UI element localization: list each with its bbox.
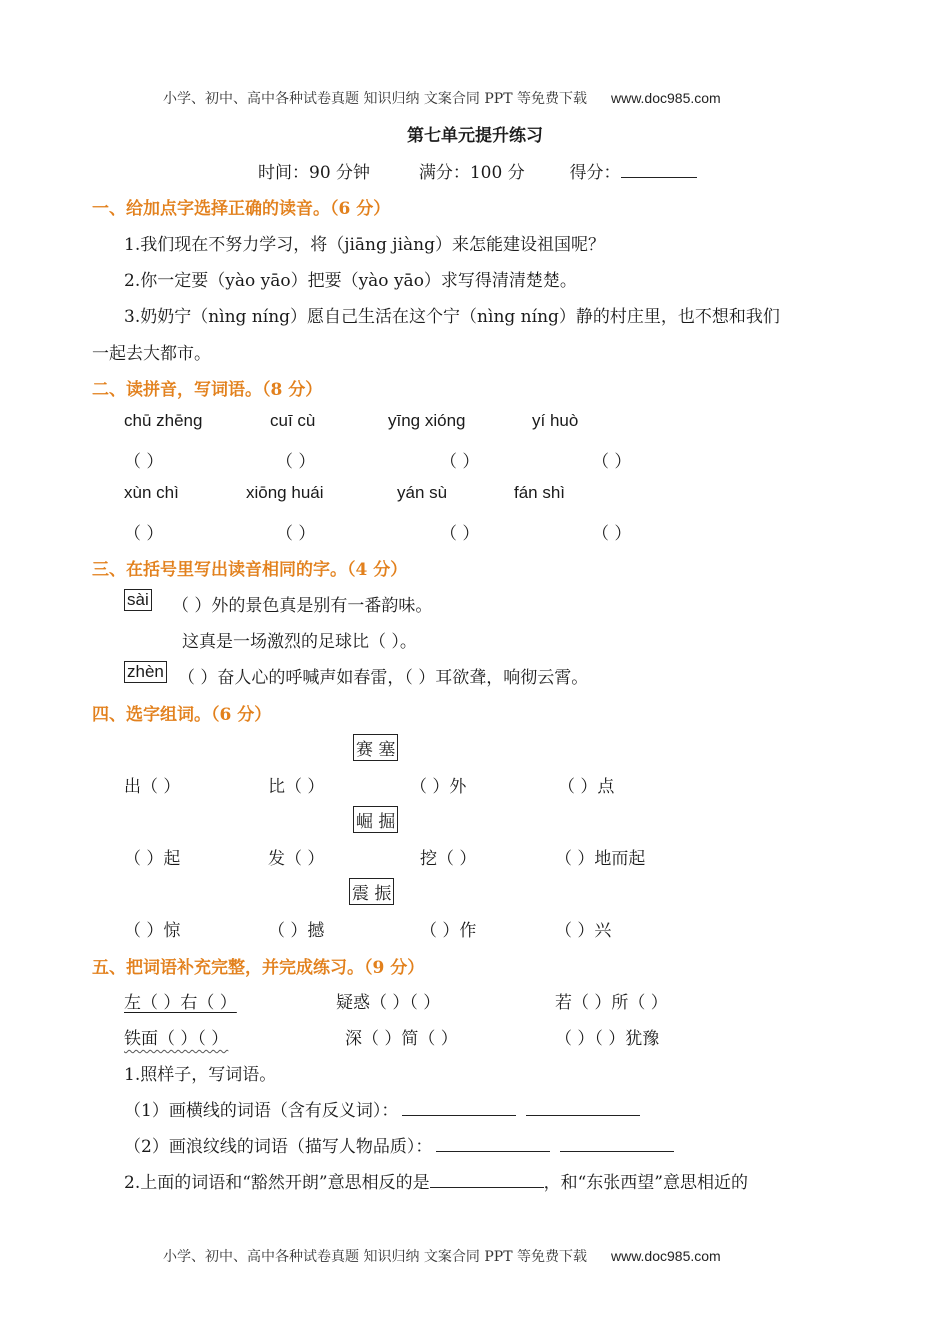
s3-sai-sentence-2: 这真是一场激烈的足球比（ ）。 [182, 632, 417, 652]
char-choice-box: 震 振 [349, 878, 394, 905]
s1-question-3b: 一起去大都市。 [92, 344, 211, 364]
pinyin-box-sai: sài [124, 589, 152, 611]
answer-paren[interactable]: （ ） [440, 524, 480, 544]
s5-question-1: 1.照样子，写词语。 [124, 1065, 277, 1085]
s3-sai-sentence-1: （ ）外的景色真是别有一番韵味。 [172, 596, 433, 616]
word-blank[interactable]: （ ）地而起 [555, 849, 646, 869]
idiom-underlined[interactable]: 左（ ）右（ ） [124, 993, 237, 1013]
answer-paren[interactable]: （ ） [440, 452, 480, 472]
idiom-blank[interactable]: 疑惑（ ）（ ） [336, 993, 441, 1013]
answer-line[interactable] [560, 1151, 674, 1152]
full-score-label: 满分：100 分 [418, 163, 525, 183]
s5-question-1b-label: （2）画浪纹线的词语（描写人物品质）： [124, 1137, 433, 1157]
word-blank[interactable]: （ ）撼 [268, 921, 325, 941]
answer-line[interactable] [436, 1151, 550, 1152]
word-blank[interactable]: （ ）兴 [555, 921, 612, 941]
word-blank[interactable]: （ ）作 [420, 921, 477, 941]
page-footer [163, 1246, 721, 1266]
score-label: 得分： [569, 163, 621, 183]
s5-question-1b [124, 1132, 674, 1157]
s5-question-1a-label: （1）画横线的词语（含有反义词）： [124, 1101, 399, 1121]
s5-question-1a [124, 1096, 640, 1121]
page-header [163, 88, 721, 108]
char-choice-box: 崛 掘 [353, 806, 398, 833]
s5-question-2 [124, 1168, 748, 1193]
pinyin-item: fán shì [514, 483, 566, 502]
answer-line[interactable] [402, 1115, 516, 1116]
answer-paren[interactable]: （ ） [124, 452, 164, 472]
page-title: 第七单元提升练习 [407, 126, 543, 146]
pinyin-item: cuī cù [270, 411, 316, 430]
footer-text: 小学、初中、高中各种试卷真题 知识归纳 文案合同 PPT 等免费下载 [163, 1249, 587, 1265]
answer-paren[interactable]: （ ） [592, 452, 632, 472]
word-blank[interactable]: （ ）点 [558, 777, 615, 797]
idiom-blank[interactable]: 深（ ）简（ ） [345, 1029, 458, 1049]
word-blank[interactable]: （ ）起 [124, 849, 181, 869]
idiom-wavy[interactable]: 铁面（ ）（ ） [124, 1029, 229, 1049]
footer-site[interactable]: www.doc985.com [610, 1248, 721, 1264]
answer-line[interactable] [430, 1187, 544, 1188]
s1-question-1: 1.我们现在不努力学习，将（jiāng jiàng）来怎能建设祖国呢？ [124, 235, 605, 255]
answer-paren[interactable]: （ ） [592, 524, 632, 544]
s5-question-2-tail: ，和“东张西望”意思相近的 [543, 1173, 748, 1193]
pinyin-box-zhen: zhèn [124, 661, 167, 683]
char-choice-box: 赛 塞 [353, 734, 398, 761]
pinyin-item: chū zhēng [124, 411, 203, 430]
answer-paren[interactable]: （ ） [276, 524, 316, 544]
s5-question-2-text: 2.上面的词语和“豁然开朗”意思相反的是 [124, 1173, 430, 1193]
idiom-blank[interactable]: 若（ ）所（ ） [555, 993, 668, 1013]
time-label: 时间：90 分钟 [258, 163, 371, 183]
idiom-blank[interactable]: （ ）（ ）犹豫 [555, 1029, 660, 1049]
header-text: 小学、初中、高中各种试卷真题 知识归纳 文案合同 PPT 等免费下载 [163, 91, 587, 107]
answer-line[interactable] [526, 1115, 640, 1116]
s3-zhen-sentence: （ ）奋人心的呼喊声如春雷，（ ）耳欲聋，响彻云霄。 [178, 668, 589, 688]
word-blank[interactable]: （ ）外 [410, 777, 467, 797]
word-blank[interactable]: 比（ ） [268, 777, 325, 797]
s1-question-3a: 3.奶奶宁（nìng níng）愿自己生活在这个宁（nìng níng）静的村庄里，也不想和我们 [124, 307, 780, 327]
section-3-heading: 三、在括号里写出读音相同的字。（4 分） [92, 560, 408, 580]
word-blank[interactable]: 挖（ ） [420, 849, 477, 869]
word-blank[interactable]: 发（ ） [268, 849, 325, 869]
exam-meta [258, 158, 697, 183]
section-1-heading: 一、给加点字选择正确的读音。（6 分） [92, 199, 391, 219]
pinyin-item: xiōng huái [246, 483, 324, 502]
header-site[interactable]: www.doc985.com [610, 90, 721, 106]
word-blank[interactable]: 出（ ） [124, 777, 181, 797]
pinyin-item: yí huò [532, 411, 579, 430]
section-2-heading: 二、读拼音，写词语。（8 分） [92, 380, 323, 400]
answer-paren[interactable]: （ ） [276, 452, 316, 472]
section-5-heading: 五、把词语补充完整，并完成练习。（9 分） [92, 958, 425, 978]
pinyin-item: yán sù [397, 483, 448, 502]
word-blank[interactable]: （ ）惊 [124, 921, 181, 941]
pinyin-item: xùn chì [124, 483, 179, 502]
section-4-heading: 四、选字组词。（6 分） [92, 705, 272, 725]
answer-paren[interactable]: （ ） [124, 524, 164, 544]
s1-question-2: 2.你一定要（yào yāo）把要（yào yāo）求写得清清楚楚。 [124, 271, 577, 291]
score-blank[interactable] [621, 177, 697, 178]
pinyin-item: yīng xióng [388, 411, 466, 430]
